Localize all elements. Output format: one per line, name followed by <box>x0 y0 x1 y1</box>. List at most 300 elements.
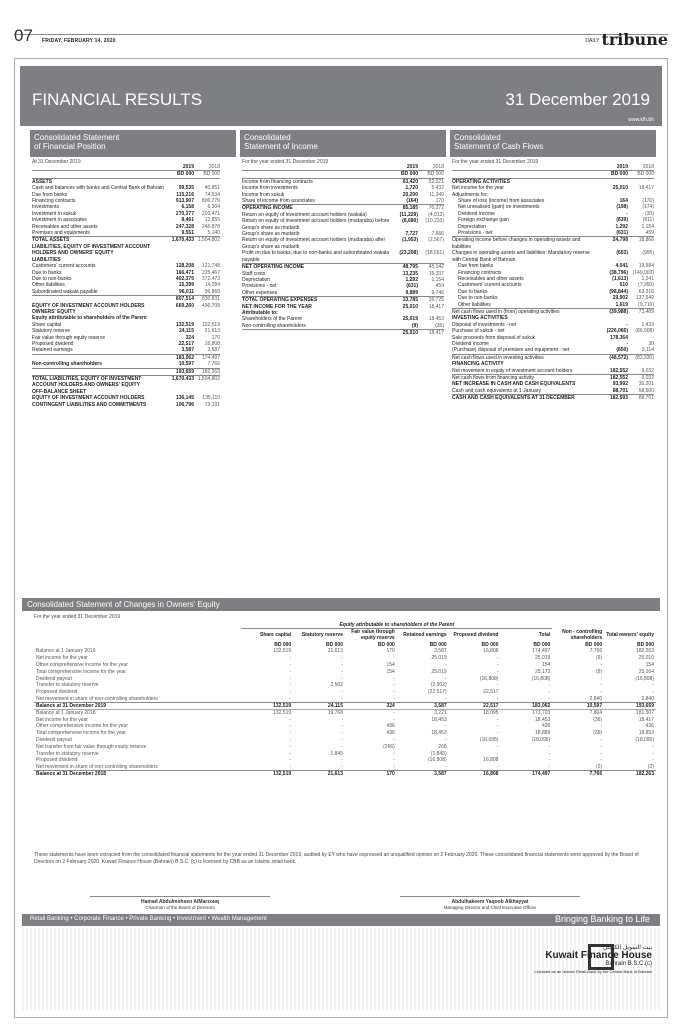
equity-cell: (22,517) <box>428 689 447 696</box>
row-value-current: 106,796 <box>175 401 194 408</box>
row-label: Investments <box>32 204 59 211</box>
table-col-unit: BD 000 BD 000 <box>452 171 654 178</box>
row-label: Subordinated wakala payable <box>32 288 98 295</box>
equity-cell: 3,587 <box>434 648 447 655</box>
row-label: Customers' current accounts <box>458 282 522 289</box>
row-value-prior: 9,746 <box>431 289 444 296</box>
equity-cell: 25,010 <box>638 655 654 662</box>
equity-col-header: Total owners' equity <box>606 632 654 639</box>
equity-row <box>34 764 656 771</box>
equity-cell: - <box>600 737 603 744</box>
equity-cell: 18,889 <box>535 730 551 737</box>
row-label: Due from banks <box>458 263 494 270</box>
equity-col-header: Statutory reserve <box>301 632 343 639</box>
equity-cell: - <box>600 723 603 730</box>
equity-cell: 174,497 <box>532 648 551 655</box>
equity-row <box>34 689 656 696</box>
equity-cell: 3,221 <box>397 709 449 716</box>
brand-sub: Bahrain B.S.C.(c) <box>605 961 652 967</box>
row-value-prior: (9,710) <box>638 301 654 308</box>
row-value-prior: 21,613 <box>204 328 220 335</box>
table-col-unit: BD 000 BD 000 <box>32 171 220 178</box>
equity-cell: - <box>496 763 499 770</box>
row-label: Net unrealised (gain) on investments <box>458 204 540 211</box>
signature-ceo <box>400 896 580 910</box>
footer-tagline: Bringing Banking to Life <box>554 914 650 924</box>
equity-cell: (2,502) <box>430 682 447 689</box>
equity-col-header: Retained earnings <box>403 632 447 639</box>
row-value-prior: 132,519 <box>201 321 220 328</box>
row-value-prior: 7,766 <box>207 361 220 368</box>
equity-row <box>34 648 656 655</box>
equity-cell: - <box>289 750 292 757</box>
row-value-prior: 30,201 <box>638 381 654 388</box>
row-value-prior: (86,908) <box>635 328 654 335</box>
row-value-current: 913,907 <box>175 198 194 205</box>
equity-cell: 2,840 <box>641 695 654 702</box>
row-label: Due to non-banks <box>32 275 72 282</box>
equity-cell: - <box>341 743 343 750</box>
equity-cell: - <box>341 723 343 730</box>
equity-unit: BD 000 <box>377 641 395 648</box>
equity-cell: - <box>548 682 551 689</box>
row-value-prior: 459 <box>645 230 654 237</box>
equity-row <box>34 696 656 703</box>
row-value-prior: 137,549 <box>635 295 654 302</box>
row-value-current: 25,019 <box>402 316 418 323</box>
equity-cell: 18,853 <box>638 730 654 737</box>
row-value-prior: (18,551) <box>425 250 444 257</box>
row-label: Adjustments for: <box>452 191 489 198</box>
row-label: Other liabilities <box>458 301 491 308</box>
row-label: Dividend income <box>452 340 489 347</box>
equity-cell: 173,703 <box>500 709 552 716</box>
row-value-current: 247,328 <box>175 223 194 230</box>
row-value-current: 182,552 <box>609 375 628 381</box>
row-value-prior: - <box>652 334 654 341</box>
row-value-current: 166,471 <box>175 269 194 276</box>
equity-cell: - <box>600 743 603 750</box>
row-value-prior: 1,154 <box>641 223 654 230</box>
row-label: Return on equity of investment account holders (mudaraba) before Group's share as mudarib <box>242 218 390 231</box>
equity-table <box>34 622 656 777</box>
row-value-current: (98,844) <box>609 288 628 295</box>
equity-cell: - <box>289 730 292 737</box>
row-label: Share of income from associates <box>242 198 315 205</box>
equity-unit: BD 000 <box>481 641 499 648</box>
row-value-current: 88,701 <box>612 387 628 394</box>
equity-cell: - <box>289 723 292 730</box>
row-value-current: 20,200 <box>402 191 418 198</box>
row-value-current: 25,010 <box>402 303 418 310</box>
equity-cell: 154 <box>386 662 395 669</box>
row-label: Financing contracts <box>458 269 502 276</box>
equity-cell: 22,517 <box>449 702 501 709</box>
row-label: Net cash flows used in investing activities <box>452 354 544 361</box>
row-value-prior: 11,349 <box>429 191 444 198</box>
equity-row <box>34 682 656 689</box>
equity-cell: 25,019 <box>431 655 447 662</box>
row-label: Due to banks <box>32 269 62 276</box>
equity-row-label: Balance at 31 December 2019 <box>34 702 241 709</box>
equity-cell: 16,808 <box>483 757 499 764</box>
row-value-prior: 18,417 <box>638 185 654 192</box>
row-label: Sale proceeds from disposal of sukuk <box>452 334 536 341</box>
equity-row <box>34 716 656 723</box>
audit-note: These statements have been extracted from the consolidated financial statements for the year ended 31 December 2019, audited by EY who have expressed an unqualified opinion on 2 February 2020. These consolidated financial statements were approved by the Board of Directors on 2 February 2020. Kuwait Finance House (Bahrain) B.S.C. (c) is licensed by CBB as an Islamic retail bank. <box>34 852 639 865</box>
row-label: Due to non-banks <box>458 295 498 302</box>
row-label: (Purchase) disposal of premises and equipment - net <box>452 347 570 354</box>
equity-cell: - <box>393 689 395 696</box>
equity-cell: - <box>652 757 654 764</box>
equity-cell: 1,845 <box>330 750 343 757</box>
cf-period: For the year ended 31 December 2019 <box>452 159 539 165</box>
equity-cell: 7,804 <box>552 709 604 716</box>
equity-cell: 436 <box>386 723 395 730</box>
row-value-current: 24,115 <box>178 328 194 335</box>
equity-row-label: Proposed dividend <box>36 757 78 764</box>
equity-unit: BD 000 <box>637 641 654 648</box>
row-label: Share of loss (income) from associates <box>458 198 545 205</box>
equity-cell: 7,766 <box>552 771 604 778</box>
row-label: NET OPERATING INCOME <box>242 264 305 271</box>
row-value-prior: 52,321 <box>428 178 444 185</box>
row-label: Income from investments <box>242 185 298 192</box>
row-value-current: 3,587 <box>181 347 194 354</box>
equity-cell: - <box>548 763 551 770</box>
row-label: Purchase of sukuk - net <box>452 328 505 335</box>
row-label: Return on equity of investment account holders (mudaraba) after Group's share as mudarib <box>242 237 386 250</box>
cf-table <box>452 164 654 402</box>
equity-row-label: Total comprehensive income for the year <box>36 668 127 675</box>
row-value-prior: (7,350) <box>638 282 654 289</box>
row-label: Retained earnings <box>32 347 73 354</box>
row-value-prior: 1,504,802 <box>197 376 220 382</box>
equity-cell: - <box>341 668 343 675</box>
equity-cell: - <box>393 763 395 770</box>
row-value-current: 1,670,433 <box>171 237 194 244</box>
table-row <box>242 198 444 204</box>
row-label: Net cash flows used in (from) operating activities <box>452 308 560 315</box>
row-label: OWNERS' EQUITY <box>32 308 76 315</box>
table-row <box>32 368 220 375</box>
row-value-prior: 174,497 <box>201 354 220 361</box>
row-value-current: 182,693 <box>609 395 628 402</box>
row-value-prior: 135,110 <box>202 395 220 402</box>
equity-col-header: Proposed dividend <box>453 632 499 639</box>
equity-col-header: Total <box>538 632 551 639</box>
equity-cell: - <box>496 743 499 750</box>
row-value-current: 24,798 <box>612 237 628 244</box>
row-value-current: 132,519 <box>175 321 194 328</box>
equity-cell: - <box>496 668 499 675</box>
equity-row <box>34 655 656 662</box>
equity-cell: 25,164 <box>638 668 654 675</box>
equity-row <box>34 662 656 669</box>
equity-cell: - <box>652 743 654 750</box>
row-value-current: (850) <box>616 347 628 354</box>
table-row <box>242 218 444 231</box>
banner-url[interactable]: www.kfh.bh <box>628 117 654 123</box>
row-value-current: (839) <box>616 217 628 224</box>
table-row <box>242 296 444 303</box>
row-value-current: 183,062 <box>175 354 194 361</box>
equity-cell: - <box>289 757 292 764</box>
equity-cell: 21,613 <box>327 648 343 655</box>
row-value-prior: 5,432 <box>431 185 444 192</box>
sig2-name: Abdulhakeem Yaqoob Alkhayyat <box>451 899 529 905</box>
row-label: Non-controlling shareholders <box>242 322 306 329</box>
equity-cell: - <box>289 675 292 682</box>
equity-cell: 19,768 <box>293 709 345 716</box>
row-value-prior: (10,233) <box>425 218 444 225</box>
table-row <box>452 236 654 250</box>
row-value-prior: 12,855 <box>204 217 220 224</box>
masthead-small: DAILY <box>585 37 600 44</box>
row-label: Premises and equipments <box>32 230 90 237</box>
row-value-prior: (30) <box>645 210 654 217</box>
equity-cell: - <box>341 757 343 764</box>
brand-name: Kuwait Finance House <box>545 950 652 961</box>
row-value-prior: 1,241 <box>641 275 654 282</box>
row-value-prior: 9,032 <box>641 375 654 381</box>
row-label: Operating income before changes in operating assets and liabilities <box>452 237 581 250</box>
equity-cell: - <box>341 662 343 669</box>
equity-cell: 16,808 <box>483 648 499 655</box>
row-value-prior: 58,500 <box>638 387 654 394</box>
equity-row-label: Other comprehensive income for the year <box>36 662 128 669</box>
equity-cell: - <box>393 695 395 702</box>
equity-cell: 170 <box>345 771 397 778</box>
equity-unit: BD 000 <box>429 641 447 648</box>
row-value-prior: (811) <box>642 217 654 224</box>
table-row <box>32 289 220 295</box>
equity-cell: - <box>444 675 447 682</box>
table-row <box>452 308 654 315</box>
row-label: EQUITY OF INVESTMENT ACCOUNT HOLDERS <box>32 302 145 309</box>
inc-header <box>240 130 446 157</box>
row-value-current: 22,517 <box>178 340 194 347</box>
equity-cell: 21,613 <box>293 771 345 778</box>
row-value-prior: (149,003) <box>632 269 654 276</box>
equity-cell: (1,845) <box>430 750 447 757</box>
row-value-current: 178,364 <box>609 334 628 341</box>
row-label: OPERATING ACTIVITIES <box>452 178 511 185</box>
cf-header <box>450 130 656 157</box>
row-value-prior: 16,808 <box>204 340 220 347</box>
row-value-prior: 7,666 <box>431 231 444 238</box>
row-value-prior: 88,701 <box>638 395 654 402</box>
equity-row <box>34 723 656 730</box>
equity-cell: 2,502 <box>330 682 343 689</box>
table-row <box>452 302 654 308</box>
equity-row-label: Net movement in share of non-controlling shareholders <box>36 763 158 770</box>
equity-unit: BD 000 <box>326 641 343 648</box>
equity-cell: - <box>341 689 343 696</box>
equity-row <box>34 668 656 675</box>
equity-cell: - <box>345 709 397 716</box>
row-value-prior: 203,471 <box>201 210 220 217</box>
equity-row <box>34 771 656 778</box>
equity-cell: 18,417 <box>638 716 654 723</box>
table-row <box>32 354 220 361</box>
table-col-unit: BD 000 BD 000 <box>242 171 444 178</box>
row-value-current: 29,902 <box>612 295 628 302</box>
equity-cell: (9) <box>596 668 603 675</box>
equity-cell: (16,808) <box>635 675 654 682</box>
row-label: TOTAL ASSETS <box>32 237 70 244</box>
row-value-current: 1,720 <box>405 185 418 192</box>
row-value-current: (9) <box>411 322 418 329</box>
row-value-prior: 18,417 <box>428 303 444 310</box>
row-value-prior: 372,473 <box>201 275 220 282</box>
equity-cell: - <box>289 668 292 675</box>
equity-cell: - <box>496 750 499 757</box>
row-value-prior: (170) <box>642 198 654 205</box>
row-label: Due from banks <box>32 191 68 198</box>
table-row <box>32 236 220 243</box>
row-label: Changes in operating assets and liabilities: Mandatory reserve with Central Bank of Bahrain <box>452 250 590 263</box>
row-value-current: 1,670,433 <box>171 376 194 382</box>
row-value-current: (603) <box>616 250 628 257</box>
row-value-current: (1,953) <box>402 237 418 244</box>
equity-cell: 18,453 <box>431 730 447 737</box>
equity-row <box>34 757 656 764</box>
row-value-current: (198) <box>616 204 628 211</box>
equity-cell: - <box>652 750 654 757</box>
equity-unit: BD 000 <box>533 641 551 648</box>
table-row <box>242 263 444 270</box>
row-value-prior: 121,748 <box>201 263 220 270</box>
equity-col-header: Fair value through equity reserve <box>351 629 395 642</box>
equity-cell: - <box>548 750 551 757</box>
row-value-current: 1,292 <box>615 223 628 230</box>
row-label: Statutory reserve <box>32 328 71 335</box>
equity-cell: - <box>393 750 395 757</box>
row-value-current: 1,619 <box>615 301 628 308</box>
row-value-prior: (2,567) <box>428 237 444 244</box>
equity-cell: - <box>444 737 447 744</box>
equity-cell: 18,453 <box>535 716 551 723</box>
row-value-prior: 19,584 <box>638 263 654 270</box>
equity-cell: - <box>341 695 343 702</box>
table-row <box>32 361 220 367</box>
table-col-header: 2019 2018 <box>452 164 654 171</box>
equity-cell: 170 <box>386 648 395 655</box>
row-label: Shareholders of the Parent <box>242 316 302 323</box>
row-value-prior: 40,851 <box>204 185 220 192</box>
equity-cell: - <box>393 655 395 662</box>
row-value-prior: (82,330) <box>635 354 654 361</box>
equity-cell: - <box>444 723 447 730</box>
row-label: Provisions - net <box>242 283 277 290</box>
equity-cell: - <box>341 763 343 770</box>
table-row <box>452 374 654 381</box>
row-label: EQUITY OF INVESTMENT ACCOUNT HOLDERS <box>32 395 145 402</box>
row-label: Depreciation <box>458 223 487 230</box>
row-value-prior: 45,142 <box>428 264 444 271</box>
equity-cell: - <box>341 730 343 737</box>
row-label: Non-controlling shareholders <box>32 361 103 368</box>
row-value-current: 8,461 <box>181 217 194 224</box>
row-label: Staff costs <box>242 270 266 277</box>
fp-header <box>30 130 236 157</box>
equity-cell: 10,597 <box>552 702 604 709</box>
table-row <box>452 230 654 236</box>
row-value-current: 63,420 <box>402 178 418 185</box>
footer-bar <box>22 914 660 926</box>
row-label: Fair value through equity reserve <box>32 334 106 341</box>
row-value-current: 13,235 <box>402 270 418 277</box>
row-value-current: 85,185 <box>402 205 418 212</box>
equity-cell: - <box>341 655 343 662</box>
row-value-current: 9,551 <box>181 230 194 237</box>
equity-cell: 132,519 <box>241 771 293 778</box>
equity-cell: 181,507 <box>604 709 656 716</box>
row-value-current: 4,041 <box>615 263 628 270</box>
equity-cell: - <box>600 682 603 689</box>
table-row <box>32 402 220 408</box>
row-value-prior: 1,433 <box>641 321 654 328</box>
page-number: 07 <box>14 26 33 45</box>
row-value-prior: 73,191 <box>204 401 220 408</box>
row-value-prior: (36) <box>435 322 444 329</box>
row-value-prior: 5,140 <box>207 230 220 237</box>
table-row <box>452 250 654 263</box>
inc-table <box>242 164 444 337</box>
table-row <box>32 347 220 353</box>
row-value-current: 96,011 <box>178 288 194 295</box>
row-label: Net income for the year <box>452 185 504 192</box>
row-value-current: - <box>626 321 628 328</box>
equity-cell: (18,095) <box>479 737 499 744</box>
row-label: LIABILITIES, EQUITY OF INVESTMENT ACCOUNT HOLDERS AND OWNERS' EQUITY <box>32 243 151 257</box>
equity-cell: 436 <box>386 730 395 737</box>
banner-title: FINANCIAL RESULTS <box>32 90 203 109</box>
row-value-prior: 74,534 <box>204 191 220 198</box>
equity-row <box>34 730 656 737</box>
footer-services: Retail Banking • Corporate Finance • Private Banking • Investment • Wealth Management <box>30 916 267 922</box>
row-value-prior: (174) <box>642 204 654 211</box>
row-value-current: 93,992 <box>612 381 628 388</box>
table-row <box>32 230 220 236</box>
row-value-prior: (4,012) <box>428 211 444 218</box>
row-value-current: 128,208 <box>175 263 194 270</box>
row-value-prior: 15,337 <box>428 270 444 277</box>
row-value-prior: 170 <box>435 198 444 205</box>
equity-col-headers <box>34 629 656 642</box>
equity-cell: (2) <box>596 763 603 770</box>
equity-cell: - <box>289 655 292 662</box>
row-value-prior: 225,467 <box>201 269 220 276</box>
row-value-current: 25,010 <box>402 330 418 337</box>
equity-cell: 18,095 <box>449 709 501 716</box>
row-label: Due to banks <box>458 288 488 295</box>
equity-cell: 22,517 <box>483 689 499 696</box>
row-value-current: (23,208) <box>399 250 418 257</box>
equity-row-label: Total comprehensive income for the year <box>36 730 127 737</box>
table-row <box>452 388 654 394</box>
row-label: Income from financing contracts <box>242 178 313 185</box>
row-label: NET INCOME FOR THE YEAR <box>242 303 312 310</box>
table-row <box>242 290 444 296</box>
equity-period: For the year ended 31 December 2019 <box>34 614 121 620</box>
table-row <box>452 368 654 374</box>
row-value-current: 807,514 <box>175 296 194 303</box>
row-value-current: 324 <box>185 334 194 341</box>
fp-head1: Consolidated Statement <box>34 133 120 142</box>
equity-cell: - <box>548 695 551 702</box>
